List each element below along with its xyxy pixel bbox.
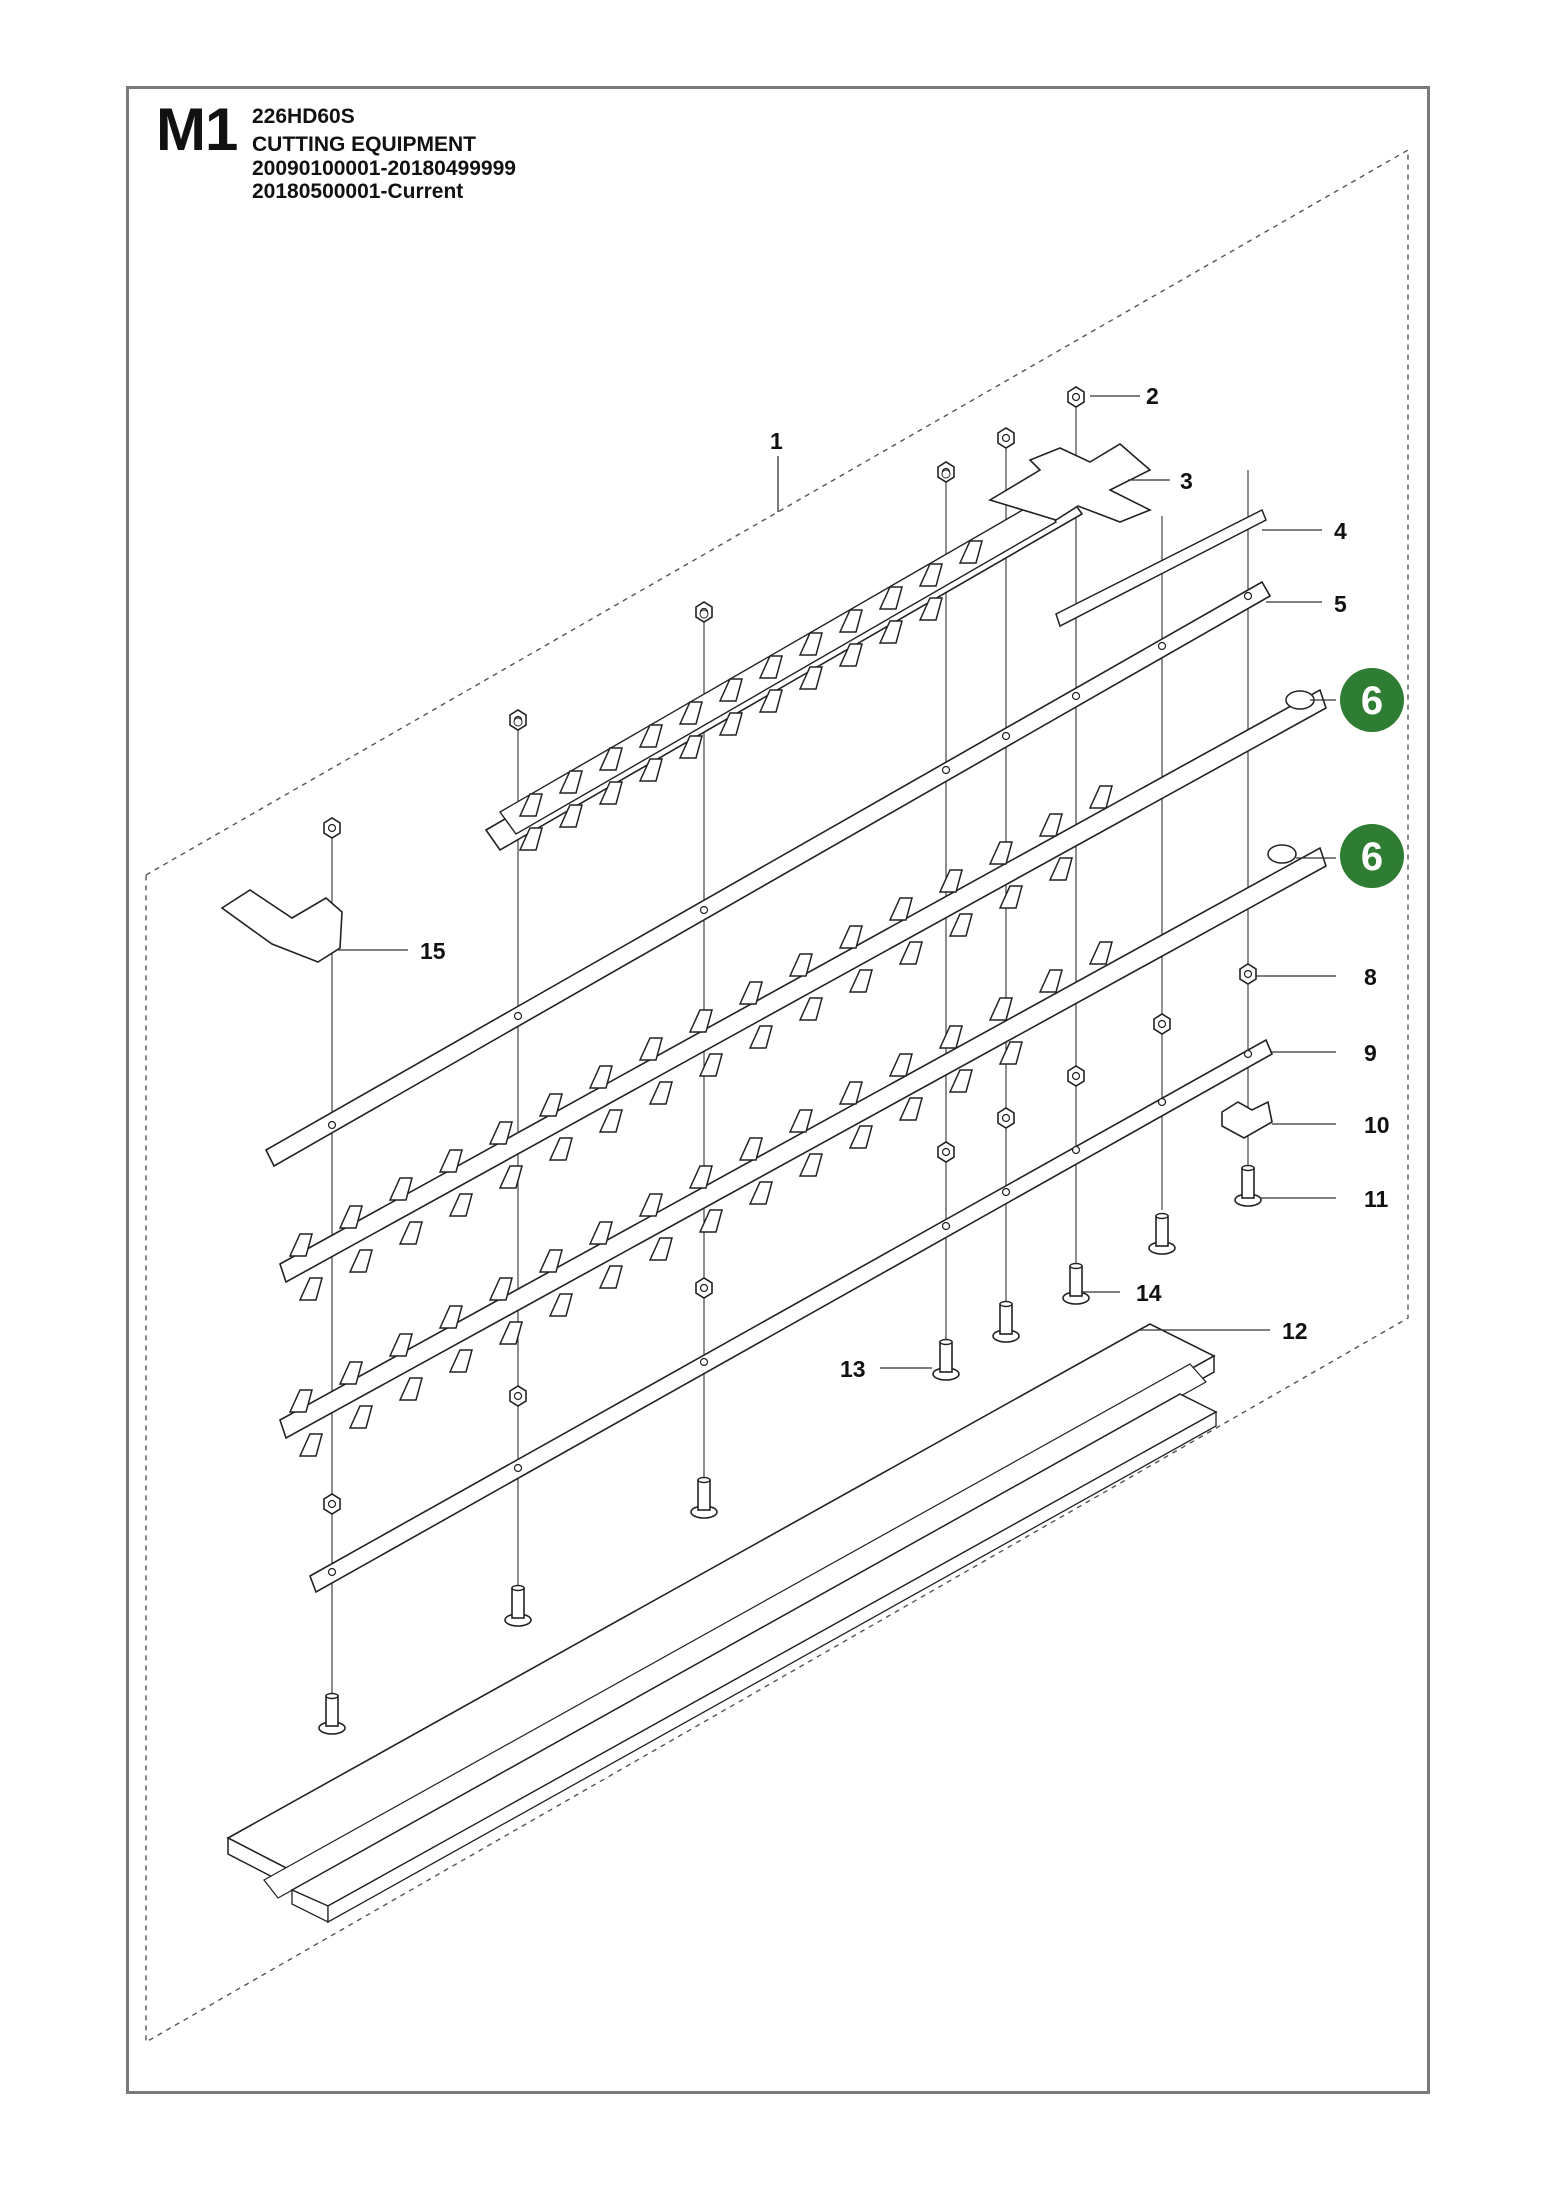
callout-13: 13 [840,1356,866,1382]
callout-2: 2 [1146,383,1159,409]
serial-range-1: 20090100001-20180499999 [252,157,516,180]
callout-12: 12 [1282,1318,1308,1344]
model-number: 226HD60S [252,105,355,128]
highlighted-callouts [1340,668,1404,888]
callout-5: 5 [1334,591,1347,617]
callout-3: 3 [1180,468,1193,494]
page-code: M1 [156,96,238,163]
callout-10: 10 [1364,1112,1390,1138]
section-title: CUTTING EQUIPMENT [252,133,476,156]
blade-6-upper [280,690,1326,1300]
callout-14: 14 [1136,1280,1162,1306]
callouts [420,383,1390,1382]
callout-15: 15 [420,938,446,964]
callout-8: 8 [1364,964,1377,990]
badge-6-lower-label: 6 [1360,835,1384,879]
callout-4: 4 [1334,518,1347,544]
callout-9: 9 [1364,1040,1377,1066]
part-15-guide [222,890,342,962]
upper-blade [486,444,1150,850]
callout-1: 1 [770,428,783,454]
leader-lines [338,396,1336,1368]
part-10-bracket [1222,1102,1272,1138]
serial-range-2: 20180500001-Current [252,180,464,203]
badge-6-upper-label: 6 [1360,679,1384,723]
part-12-rail [228,1324,1216,1922]
callout-11: 11 [1364,1186,1389,1212]
